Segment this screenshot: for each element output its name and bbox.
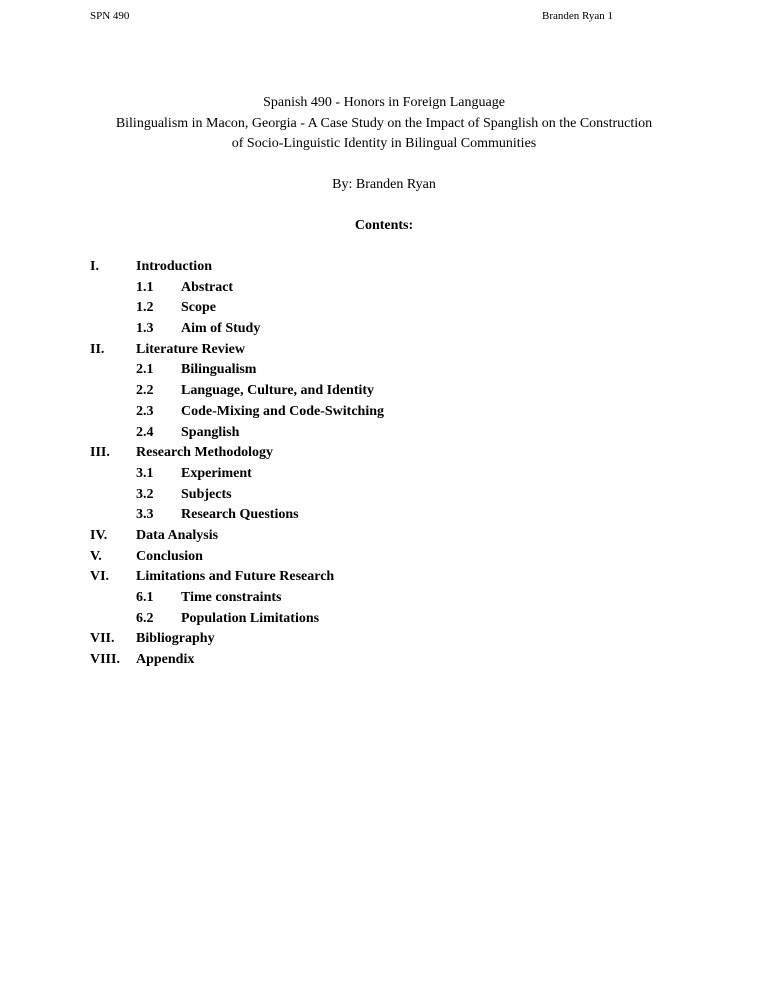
toc-subsection-number: 6.2 — [136, 610, 154, 626]
toc-section-title: Limitations and Future Research — [136, 569, 335, 585]
title-line-1: Spanish 490 - Honors in Foreign Language — [263, 95, 505, 110]
toc-subsection-number: 1.2 — [136, 300, 154, 316]
toc-subsection-row — [90, 485, 690, 506]
toc-section-numeral: II. — [90, 341, 105, 357]
toc-subsection-title: Spanglish — [181, 424, 240, 440]
toc-subsection-number: 3.2 — [136, 486, 154, 502]
toc-section-row — [90, 257, 690, 278]
toc-subsection-row — [90, 609, 690, 630]
toc-section-numeral: I. — [90, 259, 99, 274]
toc-subsection-number: 3.3 — [136, 507, 154, 523]
toc-subsection-row — [90, 298, 690, 319]
author-line: By: Branden Ryan — [332, 177, 436, 192]
toc-section-title: Research Methodology — [136, 445, 273, 461]
toc-subsection-title: Subjects — [181, 486, 232, 502]
toc-section-row — [90, 340, 690, 361]
toc-section-row — [90, 629, 690, 650]
toc-subsection-title: Aim of Study — [181, 321, 261, 337]
toc-section-row — [90, 650, 690, 671]
toc-section-row — [90, 526, 690, 547]
document-title — [0, 93, 768, 155]
toc-subsection-number: 1.1 — [136, 279, 154, 295]
toc-subsection-title: Population Limitations — [181, 610, 320, 626]
toc-section-title: Appendix — [136, 652, 195, 668]
toc-subsection-number: 2.1 — [136, 362, 154, 378]
toc-subsection-number: 2.2 — [136, 383, 154, 399]
toc-subsection-row — [90, 360, 690, 381]
toc-subsection-title: Scope — [181, 300, 216, 316]
toc-subsection-row — [90, 464, 690, 485]
toc-subsection-title: Code-Mixing and Code-Switching — [181, 403, 385, 419]
running-header-course: SPN 490 — [90, 10, 130, 22]
toc-subsection-row — [90, 505, 690, 526]
toc-subsection-row — [90, 588, 690, 609]
toc-section-numeral: VI. — [90, 569, 110, 585]
toc-subsection-title: Language, Culture, and Identity — [181, 383, 375, 399]
toc-subsection-row — [90, 402, 690, 423]
toc-subsection-row — [90, 423, 690, 444]
toc-subsection-number: 1.3 — [136, 321, 154, 337]
toc-section-row — [90, 443, 690, 464]
title-line-2: Bilingualism in Macon, Georgia - A Case Study on the Impact of Spanglish on the Construction — [115, 115, 653, 131]
toc-section-title: Introduction — [136, 259, 212, 274]
contents-heading: Contents: — [354, 218, 414, 233]
toc-subsection-title: Research Questions — [181, 507, 299, 523]
toc-section-numeral: III. — [90, 445, 110, 461]
toc-subsection-title: Bilingualism — [181, 362, 257, 378]
toc-subsection-title: Time constraints — [181, 590, 282, 605]
toc-subsection-row — [90, 319, 690, 340]
toc-section-title: Literature Review — [136, 341, 245, 357]
toc-section-row — [90, 547, 690, 568]
toc-subsection-title: Abstract — [181, 279, 234, 295]
toc-section-title: Bibliography — [136, 631, 215, 647]
toc-section-numeral: VII. — [90, 631, 115, 647]
toc-subsection-title: Experiment — [181, 465, 252, 481]
toc-section-numeral: IV. — [90, 527, 108, 543]
toc-subsection-row — [90, 278, 690, 299]
running-header-author-page: Branden Ryan 1 — [542, 10, 614, 22]
toc-subsection-number: 2.3 — [136, 403, 154, 419]
toc-section-row — [90, 567, 690, 588]
toc-section-title: Conclusion — [136, 548, 203, 564]
toc-subsection-number: 2.4 — [136, 424, 154, 440]
toc-section-title: Data Analysis — [136, 527, 219, 543]
toc-subsection-row — [90, 381, 690, 402]
toc-section-numeral: VIII. — [90, 652, 120, 668]
toc-subsection-number: 6.1 — [136, 590, 154, 605]
title-line-3: of Socio-Linguistic Identity in Bilingual Communities — [231, 136, 537, 151]
table-of-contents — [90, 257, 690, 671]
toc-section-numeral: V. — [90, 548, 102, 564]
toc-subsection-number: 3.1 — [136, 465, 154, 481]
